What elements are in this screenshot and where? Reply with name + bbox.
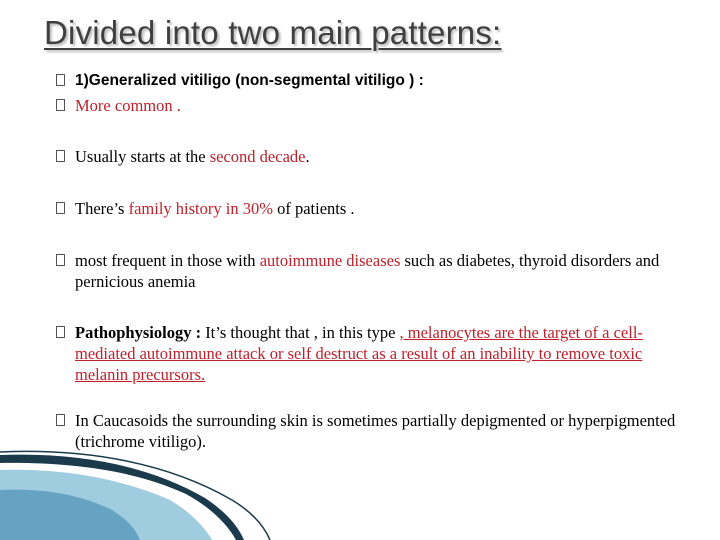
bullet-text: most frequent in those with autoimmune diseases such as diabetes, thyroid disorders and pernicious anemia (75, 251, 660, 291)
bullet-label: Pathophysiology : (75, 323, 206, 342)
highlight-text: autoimmune diseases (259, 251, 401, 270)
bullet-text: Usually starts at the second decade. (75, 147, 310, 166)
checkbox-bullet-icon (56, 202, 65, 214)
bullet-text: More common . (75, 96, 181, 115)
bullet-heading: 1)Generalized vitiligo (non-segmental vitiligo ) : (75, 72, 424, 89)
wave-band-mid (0, 490, 140, 540)
highlight-text: family history in 30% (128, 199, 273, 218)
checkbox-bullet-icon (56, 414, 65, 426)
checkbox-bullet-icon (56, 326, 65, 338)
checkbox-bullet-icon (56, 150, 65, 162)
wave-band-light (0, 470, 212, 540)
highlight-text: second decade (209, 147, 306, 166)
wave-line (0, 451, 270, 540)
bullet-text: In Caucasoids the surrounding skin is sometimes partially depigmented or hyperpigmented (trichrome vitiligo). (75, 411, 676, 451)
checkbox-bullet-icon (56, 254, 65, 266)
slide-title: Divided into two main patterns: (44, 14, 502, 51)
highlight-text: , melanocytes are the target of a cell-mediated autoimmune attack or self destruct as a result of an inability to remove toxic melanin precursors. (75, 323, 643, 384)
bullet-text: There’s family history in 30% of patients . (75, 199, 355, 218)
checkbox-bullet-icon (56, 99, 65, 111)
bullet-text: Pathophysiology : It’s thought that , in this type , melanocytes are the target of a cell-mediated autoimmune attack or self destruct as a result of an inability to remove toxic melanin precursors. (75, 323, 643, 384)
wave-band-dark (0, 455, 244, 540)
checkbox-bullet-icon (56, 74, 65, 86)
